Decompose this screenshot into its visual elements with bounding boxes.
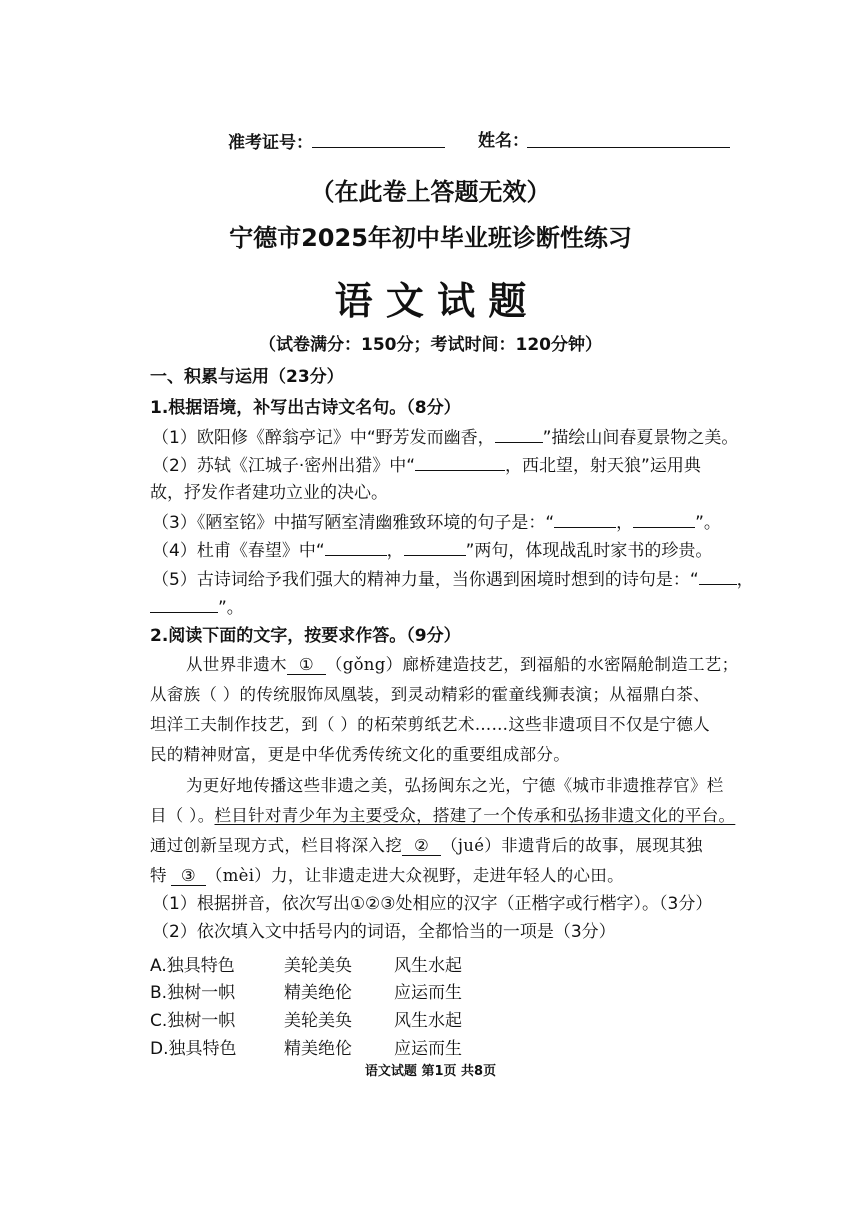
blank-mark-3: ③ (171, 866, 206, 886)
answer-blank[interactable] (404, 539, 466, 556)
answer-blank[interactable] (415, 454, 505, 471)
q1-item-3-text-c: ”。 (695, 513, 721, 533)
option-word: 美轮美奂 (284, 956, 352, 976)
answer-blank[interactable] (633, 511, 695, 528)
exam-note: （试卷满分：150分；考试时间：120分钟） (259, 335, 602, 355)
q1-item-4 (152, 539, 712, 562)
blank-mark-2: ② (402, 836, 441, 856)
passage-text: 目（ ）。 (150, 806, 215, 825)
exam-subtitle: 宁德市2025年初中毕业班诊断性练习 (229, 224, 632, 252)
answer-blank[interactable] (495, 426, 543, 443)
passage-text: （gǒng）廊桥建造技艺，到福船的水密隔舱制造工艺； (325, 655, 739, 674)
q1-item-4-text-b: ， (386, 541, 404, 561)
passage-line: 民的精神财富，更是中华优秀传统文化的重要组成部分。 (150, 745, 570, 764)
option-word: 应运而生 (394, 983, 462, 1003)
blank-mark-1: ① (287, 655, 326, 675)
invalid-notice: （在此卷上答题无效） (310, 178, 551, 206)
q1-item-1 (152, 426, 738, 449)
option-word: 美轮美奂 (284, 1011, 352, 1031)
q1-item-1-text-a: （1）欧阳修《醉翁亭记》中“野芳发而幽香， (152, 428, 495, 448)
passage-text: 从世界非遗木 (186, 655, 287, 674)
option-label: B.独树一帜 (150, 983, 236, 1003)
page-title: 语 文 试 题 (334, 278, 527, 323)
section-heading: 一、积累与运用（23分） (150, 367, 344, 387)
option-label: C.独树一帜 (150, 1011, 236, 1031)
q2-sub-2: （2）依次填入文中括号内的词语，全都恰当的一项是（3分） (152, 922, 616, 942)
passage-line: 从畲族（ ）的传统服饰凤凰装，到灵动精彩的霍童线狮表演；从福鼎白茶、 (150, 685, 710, 704)
option-label: A.独具特色 (150, 956, 235, 976)
passage-line (150, 835, 703, 857)
passage-line: 坦洋工夫制作技艺，到（ ）的柘荣剪纸艺术……这些非遗项目不仅是宁德人 (150, 715, 710, 734)
option-label: D.独具特色 (150, 1039, 237, 1059)
answer-blank[interactable] (699, 568, 737, 585)
q1-item-5-text-c: ”。 (218, 598, 244, 618)
option-word: 风生水起 (394, 956, 462, 976)
q1-item-2 (152, 454, 701, 477)
option-word: 精美绝伦 (284, 1039, 352, 1059)
answer-blank[interactable] (325, 539, 387, 556)
name-field[interactable] (527, 147, 730, 148)
q1-item-4-text-c: ”两句，体现战乱时家书的珍贵。 (465, 541, 713, 561)
q1-item-1-text-b: ”描绘山间春夏景物之美。 (542, 428, 739, 448)
answer-blank[interactable] (554, 511, 616, 528)
exam-id-label: 准考证号： (228, 133, 313, 153)
q1-item-3-text-b: ， (616, 513, 634, 533)
q1-item-5-text-b: ， (736, 570, 754, 590)
answer-blank[interactable] (150, 596, 218, 613)
underlined-sentence: 栏目针对青少年为主要受众，搭建了一个传承和弘扬非遗文化的平台。 (214, 806, 736, 825)
page-footer: 语文试题 第1页 共8页 (364, 1064, 497, 1079)
q1-item-2-text-a: （2）苏轼《江城子·密州出猎》中“ (152, 456, 416, 476)
q1-item-2-text-b: ，西北望，射天狼”运用典 (505, 456, 701, 476)
name-label: 姓名： (478, 131, 529, 151)
q1-item-5-cont (150, 596, 244, 619)
passage-line (150, 805, 735, 827)
q1-item-2-cont: 故，抒发作者建功立业的决心。 (150, 483, 388, 503)
passage-text: 特 (150, 866, 167, 885)
passage-line (150, 865, 624, 887)
q1-item-3 (152, 511, 721, 534)
q1-item-4-text-a: （4）杜甫《春望》中“ (152, 541, 325, 561)
passage-text: 通过创新呈现方式，栏目将深入挖 (150, 836, 402, 855)
option-word: 风生水起 (394, 1011, 462, 1031)
passage-text: （jué）非遗背后的故事，展现其独 (441, 836, 703, 855)
option-word: 应运而生 (394, 1039, 462, 1059)
q1-item-3-text-a: （3）《陋室铭》中描写陋室清幽雅致环境的句子是：“ (152, 513, 555, 533)
q1-item-5 (152, 568, 754, 591)
q1-item-5-text-a: （5）古诗词给予我们强大的精神力量，当你遇到困境时想到的诗句是：“ (152, 570, 699, 590)
question-1-stem: 1.根据语境，补写出古诗文名句。（8分） (150, 398, 461, 418)
passage-text: （mèi）力，让非遗走进大众视野，走进年轻人的心田。 (205, 866, 624, 885)
q2-sub-1: （1）根据拼音，依次写出①②③处相应的汉字（正楷字或行楷字）。（3分） (152, 894, 713, 914)
option-word: 精美绝伦 (284, 983, 352, 1003)
question-2-stem: 2.阅读下面的文字，按要求作答。（9分） (150, 626, 461, 646)
passage-line: 为更好地传播这些非遗之美，弘扬闽东之光，宁德《城市非遗推荐官》栏 (186, 776, 724, 795)
passage-line (186, 654, 738, 676)
exam-id-field[interactable] (312, 147, 445, 148)
